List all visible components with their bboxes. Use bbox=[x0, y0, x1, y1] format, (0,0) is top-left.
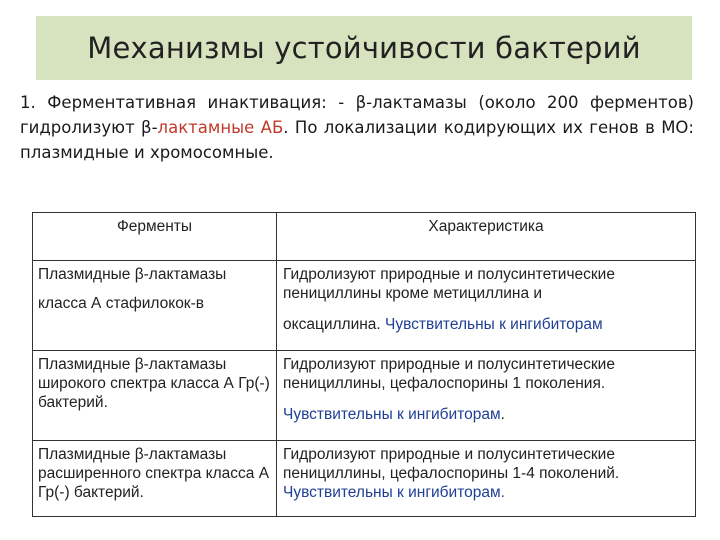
characteristic-tail bbox=[283, 315, 689, 334]
enzyme-cell bbox=[33, 261, 277, 351]
title-banner bbox=[36, 16, 692, 80]
intro-highlight: лактамные АБ bbox=[157, 118, 284, 137]
table-row bbox=[33, 351, 696, 441]
enzymes-table bbox=[32, 212, 696, 517]
enzyme-cell: Плазмидные β-лактамазы широкого спектра класса А Гр(-) бактерий. bbox=[33, 351, 277, 441]
enzyme-cell: Плазмидные β-лактамазы расширенного спектра класса А Гр(-) бактерий. bbox=[33, 441, 277, 517]
table-header-row bbox=[33, 213, 696, 261]
enzyme-name: Плазмидные β-лактамазы bbox=[38, 266, 227, 283]
slide-title: Механизмы устойчивости бактерий bbox=[87, 31, 641, 65]
characteristic-text: Гидролизуют природные и полусинтетические пенициллины кроме метициллина и bbox=[283, 266, 615, 302]
inhibitor-sensitivity: Чувствительны к ингибиторам. bbox=[283, 484, 505, 501]
header-enzymes: Ферменты bbox=[33, 213, 277, 261]
characteristic-tail bbox=[283, 405, 689, 424]
characteristic-cell bbox=[277, 261, 696, 351]
intro-text-end: . По локализации кодирующих их генов в МО: плазмидные и хромосомные. bbox=[20, 118, 694, 162]
table-row bbox=[33, 441, 696, 517]
characteristic-text: Гидролизуют природные и полусинтетические пенициллины, цефалоспорины 1-4 поколений. bbox=[283, 446, 620, 482]
characteristic-cell bbox=[277, 441, 696, 517]
intro-text-start: 1. Ферментативная инактивация: - β-лактамазы (около 200 ферментов) гидролизуют β- bbox=[20, 93, 694, 137]
table-row bbox=[33, 261, 696, 351]
header-characteristic: Характеристика bbox=[277, 213, 696, 261]
characteristic-end: . bbox=[500, 406, 505, 423]
characteristic-cell bbox=[277, 351, 696, 441]
intro-paragraph bbox=[20, 90, 694, 165]
inhibitor-sensitivity: Чувствительны к ингибиторам bbox=[283, 406, 501, 423]
characteristic-tail-text: оксациллина. bbox=[283, 316, 386, 333]
inhibitor-sensitivity: Чувствительны к ингибиторам bbox=[385, 316, 603, 333]
characteristic-text: Гидролизуют природные и полусинтетические пенициллины, цефалоспорины 1 поколения. bbox=[283, 356, 615, 392]
enzyme-class: класса А стафилокок-в bbox=[38, 295, 204, 312]
